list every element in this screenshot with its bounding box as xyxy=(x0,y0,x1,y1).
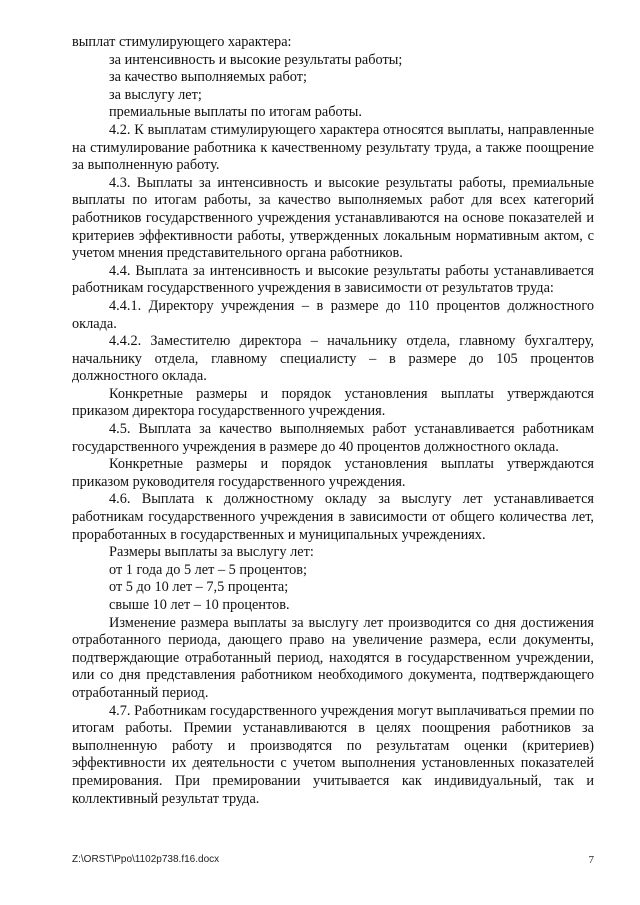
paragraph: Конкретные размеры и порядок установления выплаты утверждаются приказом директора государственного учреждения. xyxy=(72,385,594,420)
document-body xyxy=(72,34,594,808)
list-item: за интенсивность и высокие результаты работы; xyxy=(109,51,403,68)
paragraph: 4.4.2. Заместителю директора – начальнику отдела, главному бухгалтеру, начальнику отдела, главному специалисту – в размере до 105 процентов должностного оклада. xyxy=(72,333,594,385)
paragraph: 4.2. К выплатам стимулирующего характера относятся выплаты, направленные на стимулирование работника к качественному результату труда, а также поощрение за выполненную работу. xyxy=(72,121,594,174)
list-item: свыше 10 лет – 10 процентов. xyxy=(109,597,290,613)
list-item: за выслугу лет; xyxy=(109,86,202,103)
list-item: премиальные выплаты по итогам работы. xyxy=(109,104,362,121)
paragraph: Размеры выплаты за выслугу лет: xyxy=(109,544,314,561)
list-item: от 1 года до 5 лет – 5 процентов; xyxy=(109,561,307,578)
paragraph: 4.4. Выплата за интенсивность и высокие результаты работы устанавливается работникам государственного учреждения в зависимости от результатов труда: xyxy=(72,262,594,297)
list-item: от 5 до 10 лет – 7,5 процента; xyxy=(109,579,289,596)
paragraph: 4.3. Выплаты за интенсивность и высокие результаты работы, премиальные выплаты по итогам работы, за качество выполняемых работ для всех категорий работников государственного учреждения устанавливаются на основе показателей и критериев эффективности работы, утвержденных локальным нормативным актом, с учетом мнения представительного органа работников. xyxy=(72,174,594,262)
file-path: Z:\ORST\Ppo\1102p738.f16.docx xyxy=(72,854,220,865)
list-item: за качество выполняемых работ; xyxy=(109,69,307,86)
paragraph: 4.5. Выплата за качество выполняемых работ устанавливается работникам государственного учреждения в размере до 40 процентов должностного оклада. xyxy=(72,421,594,455)
paragraph: Изменение размера выплаты за выслугу лет производится со дня достижения отработанного периода, дающего право на увеличение размера, если документы, подтверждающие отработанный период, находятся в государственном учреждении, или со дня представления работником необходимого документа, подтверждающего отработанный период. xyxy=(72,614,594,701)
page-number: 7 xyxy=(588,854,594,866)
paragraph: 4.6. Выплата к должностному окладу за выслугу лет устанавливается работникам государственного учреждения в зависимости от общего количества лет, проработанных в государственных и муниципальных учреждениях. xyxy=(72,491,594,543)
paragraph: 4.7. Работникам государственного учреждения могут выплачиваться премии по итогам работы. Премии устанавливаются в целях поощрения работников за выполненную работу и производятся по результатам оценки (критериев) эффективности их деятельности с учетом выполнения установленных показателей премирования. При премировании учитывается как индивидуальный, так и коллективный результат труда. xyxy=(72,702,594,807)
paragraph: выплат стимулирующего характера: xyxy=(72,34,292,50)
paragraph: 4.4.1. Директору учреждения – в размере до 110 процентов должностного оклада. xyxy=(72,297,594,332)
paragraph: Конкретные размеры и порядок установления выплаты утверждаются приказом руководителя государственного учреждения. xyxy=(72,456,594,490)
